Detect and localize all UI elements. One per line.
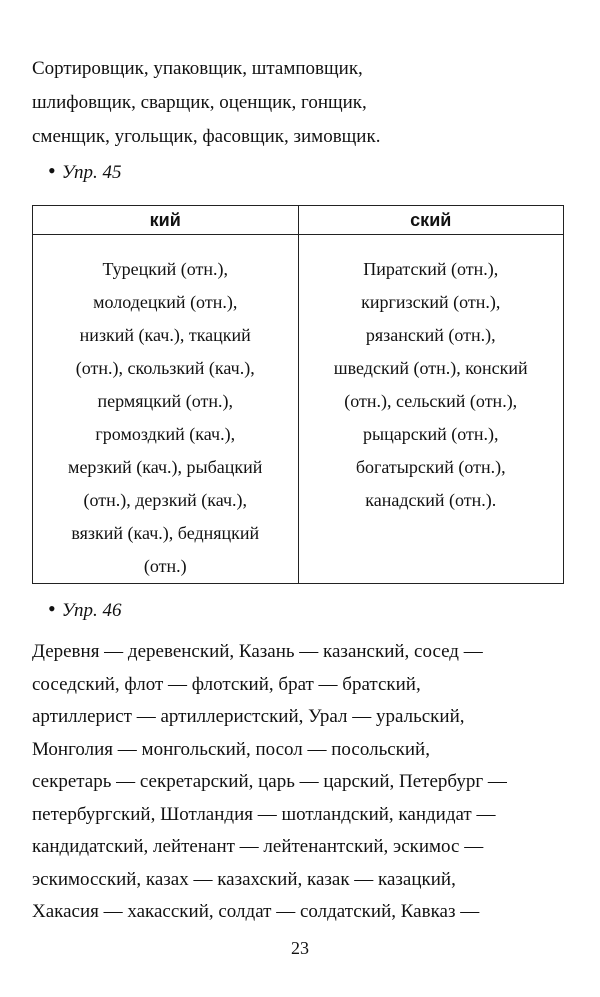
text-line: кандидатский, лейтенант — лейтенантский, эскимос — bbox=[32, 836, 484, 857]
table-line: рязанский (отн.), bbox=[365, 325, 496, 345]
table-line: киргизский (отн.), bbox=[361, 292, 501, 312]
exercise-45-label: • Упр. 45 bbox=[48, 158, 122, 183]
table-line: вязкий (кач.), бедняцкий bbox=[71, 523, 260, 543]
table-row bbox=[33, 235, 564, 584]
column-skiy bbox=[298, 235, 564, 584]
text-line-2: шлифовщик, сварщик, оценщик, гонщик, bbox=[32, 92, 367, 113]
table-line: Пиратский (отн.), bbox=[363, 259, 499, 279]
table-line: молодецкий (отн.), bbox=[93, 292, 238, 312]
text-line-3: сменщик, угольщик, фасовщик, зимовщик. bbox=[32, 126, 381, 147]
page-number: 23 bbox=[291, 938, 309, 958]
table-line: низкий (кач.), ткацкий bbox=[79, 325, 251, 345]
column-kiy bbox=[33, 235, 299, 584]
table-line: громоздкий (кач.), bbox=[95, 424, 236, 444]
table-line: рыцарский (отн.), bbox=[363, 424, 499, 444]
text-line: соседский, флот — флотский, брат — братский, bbox=[32, 673, 421, 695]
table-line: (отн.), дерзкий (кач.), bbox=[83, 490, 248, 510]
table-line: (отн.), скользкий (кач.), bbox=[75, 358, 255, 378]
table-line: канадский (отн.). bbox=[365, 490, 497, 510]
exercise-46-text bbox=[32, 636, 572, 929]
text-line: секретарь — секретарский, царь — царский, Петербург — bbox=[32, 771, 507, 792]
table-line: шведский (отн.), конский bbox=[333, 358, 528, 378]
exercise-46-label: • Упр. 46 bbox=[48, 596, 122, 621]
text-line-1: Сортировщик, упаковщик, штамповщик, bbox=[32, 58, 363, 79]
text-line: Деревня — деревенский, Казань — казанский, сосед — bbox=[32, 641, 483, 662]
table-line: (отн.), сельский (отн.), bbox=[344, 391, 518, 411]
text-line: артиллерист — артиллеристский, Урал — уральский, bbox=[32, 706, 465, 727]
text-line: петербургский, Шотландия — шотландский, кандидат — bbox=[32, 803, 496, 825]
text-line: эскимосский, казах — казахский, казак — казацкий, bbox=[32, 868, 456, 890]
text-line: Монголия — монгольский, посол — посольский, bbox=[32, 738, 430, 760]
table-line: богатырский (отн.), bbox=[355, 457, 506, 477]
table-line: мерзкий (кач.), рыбацкий bbox=[68, 457, 263, 477]
suffix-table bbox=[32, 205, 564, 584]
bullet-icon: • bbox=[48, 596, 56, 621]
header-skiy: ский bbox=[298, 206, 564, 235]
bullet-icon: • bbox=[48, 158, 56, 183]
table-line: (отн.) bbox=[143, 556, 187, 576]
table-line: Турецкий (отн.), bbox=[102, 259, 228, 279]
text-line: Хакасия — хакасский, солдат — солдатский, Кавказ — bbox=[32, 901, 480, 922]
table-header-row bbox=[33, 206, 564, 235]
table-line: пермяцкий (отн.), bbox=[97, 391, 233, 411]
header-kiy: кий bbox=[33, 206, 299, 235]
